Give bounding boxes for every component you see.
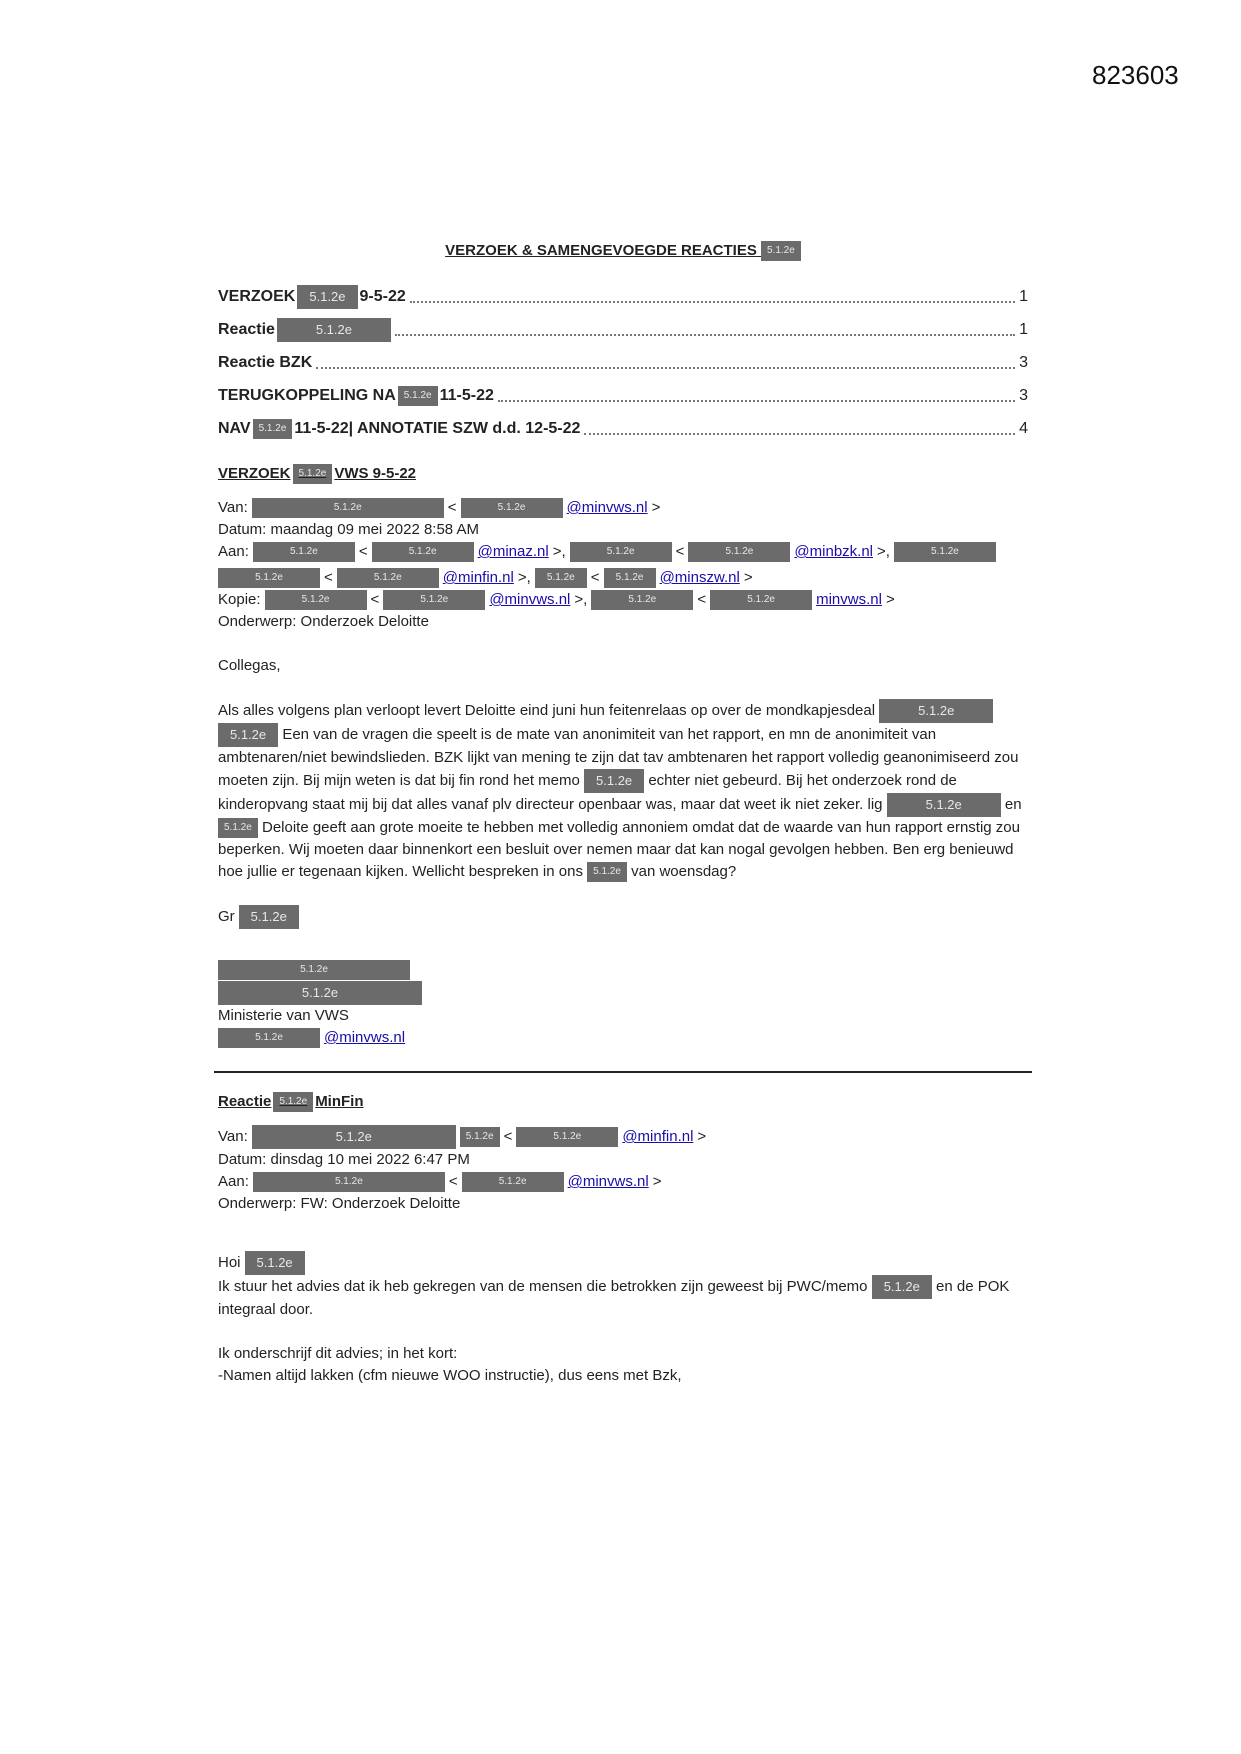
document-title: [218, 240, 1028, 262]
greeting: Collegas,: [218, 657, 281, 674]
email-link[interactable]: minvws.nl: [816, 591, 882, 608]
redaction: 5.1.2e: [462, 1172, 564, 1192]
body-text: Een van de vragen die speelt is de mate van anonimiteit van het rapport, en mn de anonimiteit van ambtenaren/niet bewindslieden. BZK lijkt van mening te zijn dat tav ambtenaren het rapport volledig geanonimiseerd zou moeten zijn. Bij mijn weten is dat bij fin rond het memo: [218, 725, 1019, 789]
section-heading-reactie-minfin: [218, 1091, 1028, 1113]
heading-text: VERZOEK: [218, 465, 291, 482]
redaction: 5.1.2e: [253, 1172, 445, 1192]
toc-leader: [498, 390, 1015, 402]
redaction: 5.1.2e: [245, 1251, 305, 1275]
toc-label: VERZOEK: [218, 287, 296, 305]
heading-text: VWS 9-5-22: [334, 465, 417, 482]
toc-label: 11-5-22: [439, 386, 494, 404]
title-text: VERZOEK & SAMENGEVOEGDE REACTIES: [445, 242, 757, 259]
redaction: 5.1.2e: [253, 419, 293, 439]
email-body: [218, 699, 1028, 883]
email-header: [218, 1125, 1028, 1215]
email-link[interactable]: @minvws.nl: [489, 591, 571, 608]
heading-text: Reactie: [218, 1093, 272, 1110]
to-line: Aan: 5.1.2e < 5.1.2e @minvws.nl >: [218, 1171, 1028, 1193]
ministry-name: Ministerie van VWS: [218, 1007, 349, 1024]
toc-entry[interactable]: [218, 280, 1028, 313]
redaction: 5.1.2e: [265, 590, 367, 610]
body-text: -Namen altijd lakken (cfm nieuwe WOO instructie), dus eens met Bzk,: [218, 1367, 682, 1384]
toc-page: 3: [1019, 353, 1028, 371]
greeting: Hoi: [218, 1254, 241, 1271]
section-heading-verzoek: [218, 463, 1028, 485]
body-text: en: [1004, 795, 1022, 813]
closing-text: Gr: [218, 908, 235, 925]
redaction: 5.1.2e: [337, 568, 439, 588]
redaction: 5.1.2e: [218, 1028, 320, 1048]
toc-leader: [316, 357, 1015, 369]
signature: [218, 959, 1028, 1049]
redaction: 5.1.2e: [293, 464, 333, 484]
redaction: 5.1.2e: [887, 793, 1001, 817]
redaction: 5.1.2e: [252, 1125, 456, 1149]
toc-label: Reactie: [218, 320, 275, 338]
toc-leader: [584, 423, 1015, 435]
redaction: 5.1.2e: [218, 723, 278, 747]
toc-entry[interactable]: [218, 313, 1028, 346]
body-text: van woensdag?: [631, 863, 737, 880]
redaction: 5.1.2e: [587, 862, 627, 882]
from-label: Van:: [218, 499, 248, 516]
toc-leader: [395, 324, 1015, 336]
redaction: 5.1.2e: [460, 1127, 500, 1147]
toc-page: 1: [1019, 320, 1028, 338]
redaction: 5.1.2e: [879, 699, 993, 723]
subject-line: Onderwerp: Onderzoek Deloitte: [218, 613, 429, 630]
redaction: 5.1.2e: [688, 542, 790, 562]
redaction: 5.1.2e: [894, 542, 996, 562]
toc-page: 1: [1019, 287, 1028, 305]
redaction: 5.1.2e: [383, 590, 485, 610]
email-link[interactable]: @minvws.nl: [566, 499, 648, 516]
redaction: 5.1.2e: [218, 818, 258, 838]
email-link[interactable]: @minvws.nl: [324, 1029, 406, 1046]
redaction: 5.1.2e: [872, 1275, 932, 1299]
to-line: Aan: 5.1.2e < 5.1.2e @minaz.nl >, 5.1.2e < 5.1.2e @minbzk.nl >, 5.1.2e 5.1.2e < 5.1.2e @minfin.nl >, 5.1.2e < 5.1.2e @minszw.nl >: [218, 541, 1028, 589]
toc-label: TERUGKOPPELING NA: [218, 386, 396, 404]
redaction: 5.1.2e: [252, 498, 444, 518]
body-text: Ik stuur het advies dat ik heb gekregen van de mensen die betrokken zijn geweest bij PWC/memo: [218, 1277, 868, 1295]
document-page: [218, 240, 1028, 1387]
redaction: 5.1.2e: [218, 981, 422, 1005]
email-link[interactable]: @minfin.nl: [622, 1128, 694, 1145]
table-of-contents: [218, 280, 1028, 445]
email-link[interactable]: @minaz.nl: [477, 543, 549, 560]
toc-label: 11-5-22| ANNOTATIE SZW d.d. 12-5-22: [294, 419, 581, 437]
redaction: 5.1.2e: [239, 905, 299, 929]
email-link[interactable]: @minszw.nl: [659, 569, 740, 586]
redaction: 5.1.2e: [584, 769, 644, 793]
email-body: [218, 1251, 1028, 1387]
body-text: Deloite geeft aan grote moeite te hebben met volledig annoniem omdat dat de waarde van hun rapport ernstig zou beperken. Wij moeten daar binnenkort een besluit over nemen maar dat kan nogal gevolgen hebben. Ben erg benieuwd hoe jullie er tegenaan kijken. Wellicht bespreken in ons: [218, 819, 1020, 880]
redaction: 5.1.2e: [535, 568, 587, 588]
redaction: 5.1.2e: [372, 542, 474, 562]
cc-label: Kopie:: [218, 591, 261, 608]
redaction: 5.1.2e: [218, 960, 410, 980]
redaction: 5.1.2e: [516, 1127, 618, 1147]
body-text: echter niet gebeurd. Bij het onderzoek rond de kinderopvang staat mij bij dat alles vanaf plv directeur openbaar was, maar dat weet ik niet zeker. lig: [218, 771, 957, 813]
from-label: Van:: [218, 1128, 248, 1145]
toc-entry[interactable]: [218, 346, 1028, 379]
date-line: Datum: dinsdag 10 mei 2022 6:47 PM: [218, 1151, 470, 1168]
from-line: Van: 5.1.2e 5.1.2e < 5.1.2e @minfin.nl >: [218, 1125, 1028, 1149]
redaction: 5.1.2e: [398, 386, 438, 406]
redaction: 5.1.2e: [218, 568, 320, 588]
document-number: 823603: [1092, 60, 1179, 90]
body-text: Als alles volgens plan verloopt levert Deloitte eind juni hun feitenrelaas op over de mondkapjesdeal: [218, 701, 876, 719]
date-line: Datum: maandag 09 mei 2022 8:58 AM: [218, 521, 479, 538]
redaction: 5.1.2e: [604, 568, 656, 588]
toc-label: Reactie BZK: [218, 353, 313, 371]
redaction: 5.1.2e: [273, 1092, 313, 1112]
subject-line: Onderwerp: FW: Onderzoek Deloitte: [218, 1195, 461, 1212]
redaction: 5.1.2e: [710, 590, 812, 610]
email-link[interactable]: @minfin.nl: [442, 569, 514, 586]
toc-entry[interactable]: [218, 379, 1028, 412]
redaction: 5.1.2e: [297, 285, 357, 309]
cc-line: Kopie: 5.1.2e < 5.1.2e @minvws.nl >, 5.1.2e < 5.1.2e minvws.nl >: [218, 589, 1028, 611]
section-divider: [214, 1071, 1032, 1073]
toc-label: NAV: [218, 419, 251, 437]
toc-page: 4: [1019, 419, 1028, 437]
redaction: 5.1.2e: [761, 241, 801, 261]
toc-page: 3: [1019, 386, 1028, 404]
to-label: Aan:: [218, 1173, 249, 1190]
redaction: 5.1.2e: [591, 590, 693, 610]
from-line: Van: 5.1.2e < 5.1.2e @minvws.nl >: [218, 497, 1028, 519]
redaction: 5.1.2e: [461, 498, 563, 518]
closing: [218, 905, 1028, 929]
redaction: 5.1.2e: [253, 542, 355, 562]
redaction: 5.1.2e: [277, 318, 391, 342]
body-text: Ik onderschrijf dit advies; in het kort:: [218, 1345, 458, 1362]
redaction: 5.1.2e: [570, 542, 672, 562]
email-header: [218, 497, 1028, 633]
toc-entry[interactable]: [218, 412, 1028, 445]
email-link[interactable]: @minbzk.nl: [794, 543, 874, 560]
toc-leader: [410, 291, 1015, 303]
to-label: Aan:: [218, 543, 249, 560]
email-link[interactable]: @minvws.nl: [567, 1173, 649, 1190]
body-text: en de POK integraal door.: [218, 1277, 1010, 1318]
heading-text: MinFin: [315, 1093, 364, 1110]
toc-label: 9-5-22: [359, 287, 406, 305]
